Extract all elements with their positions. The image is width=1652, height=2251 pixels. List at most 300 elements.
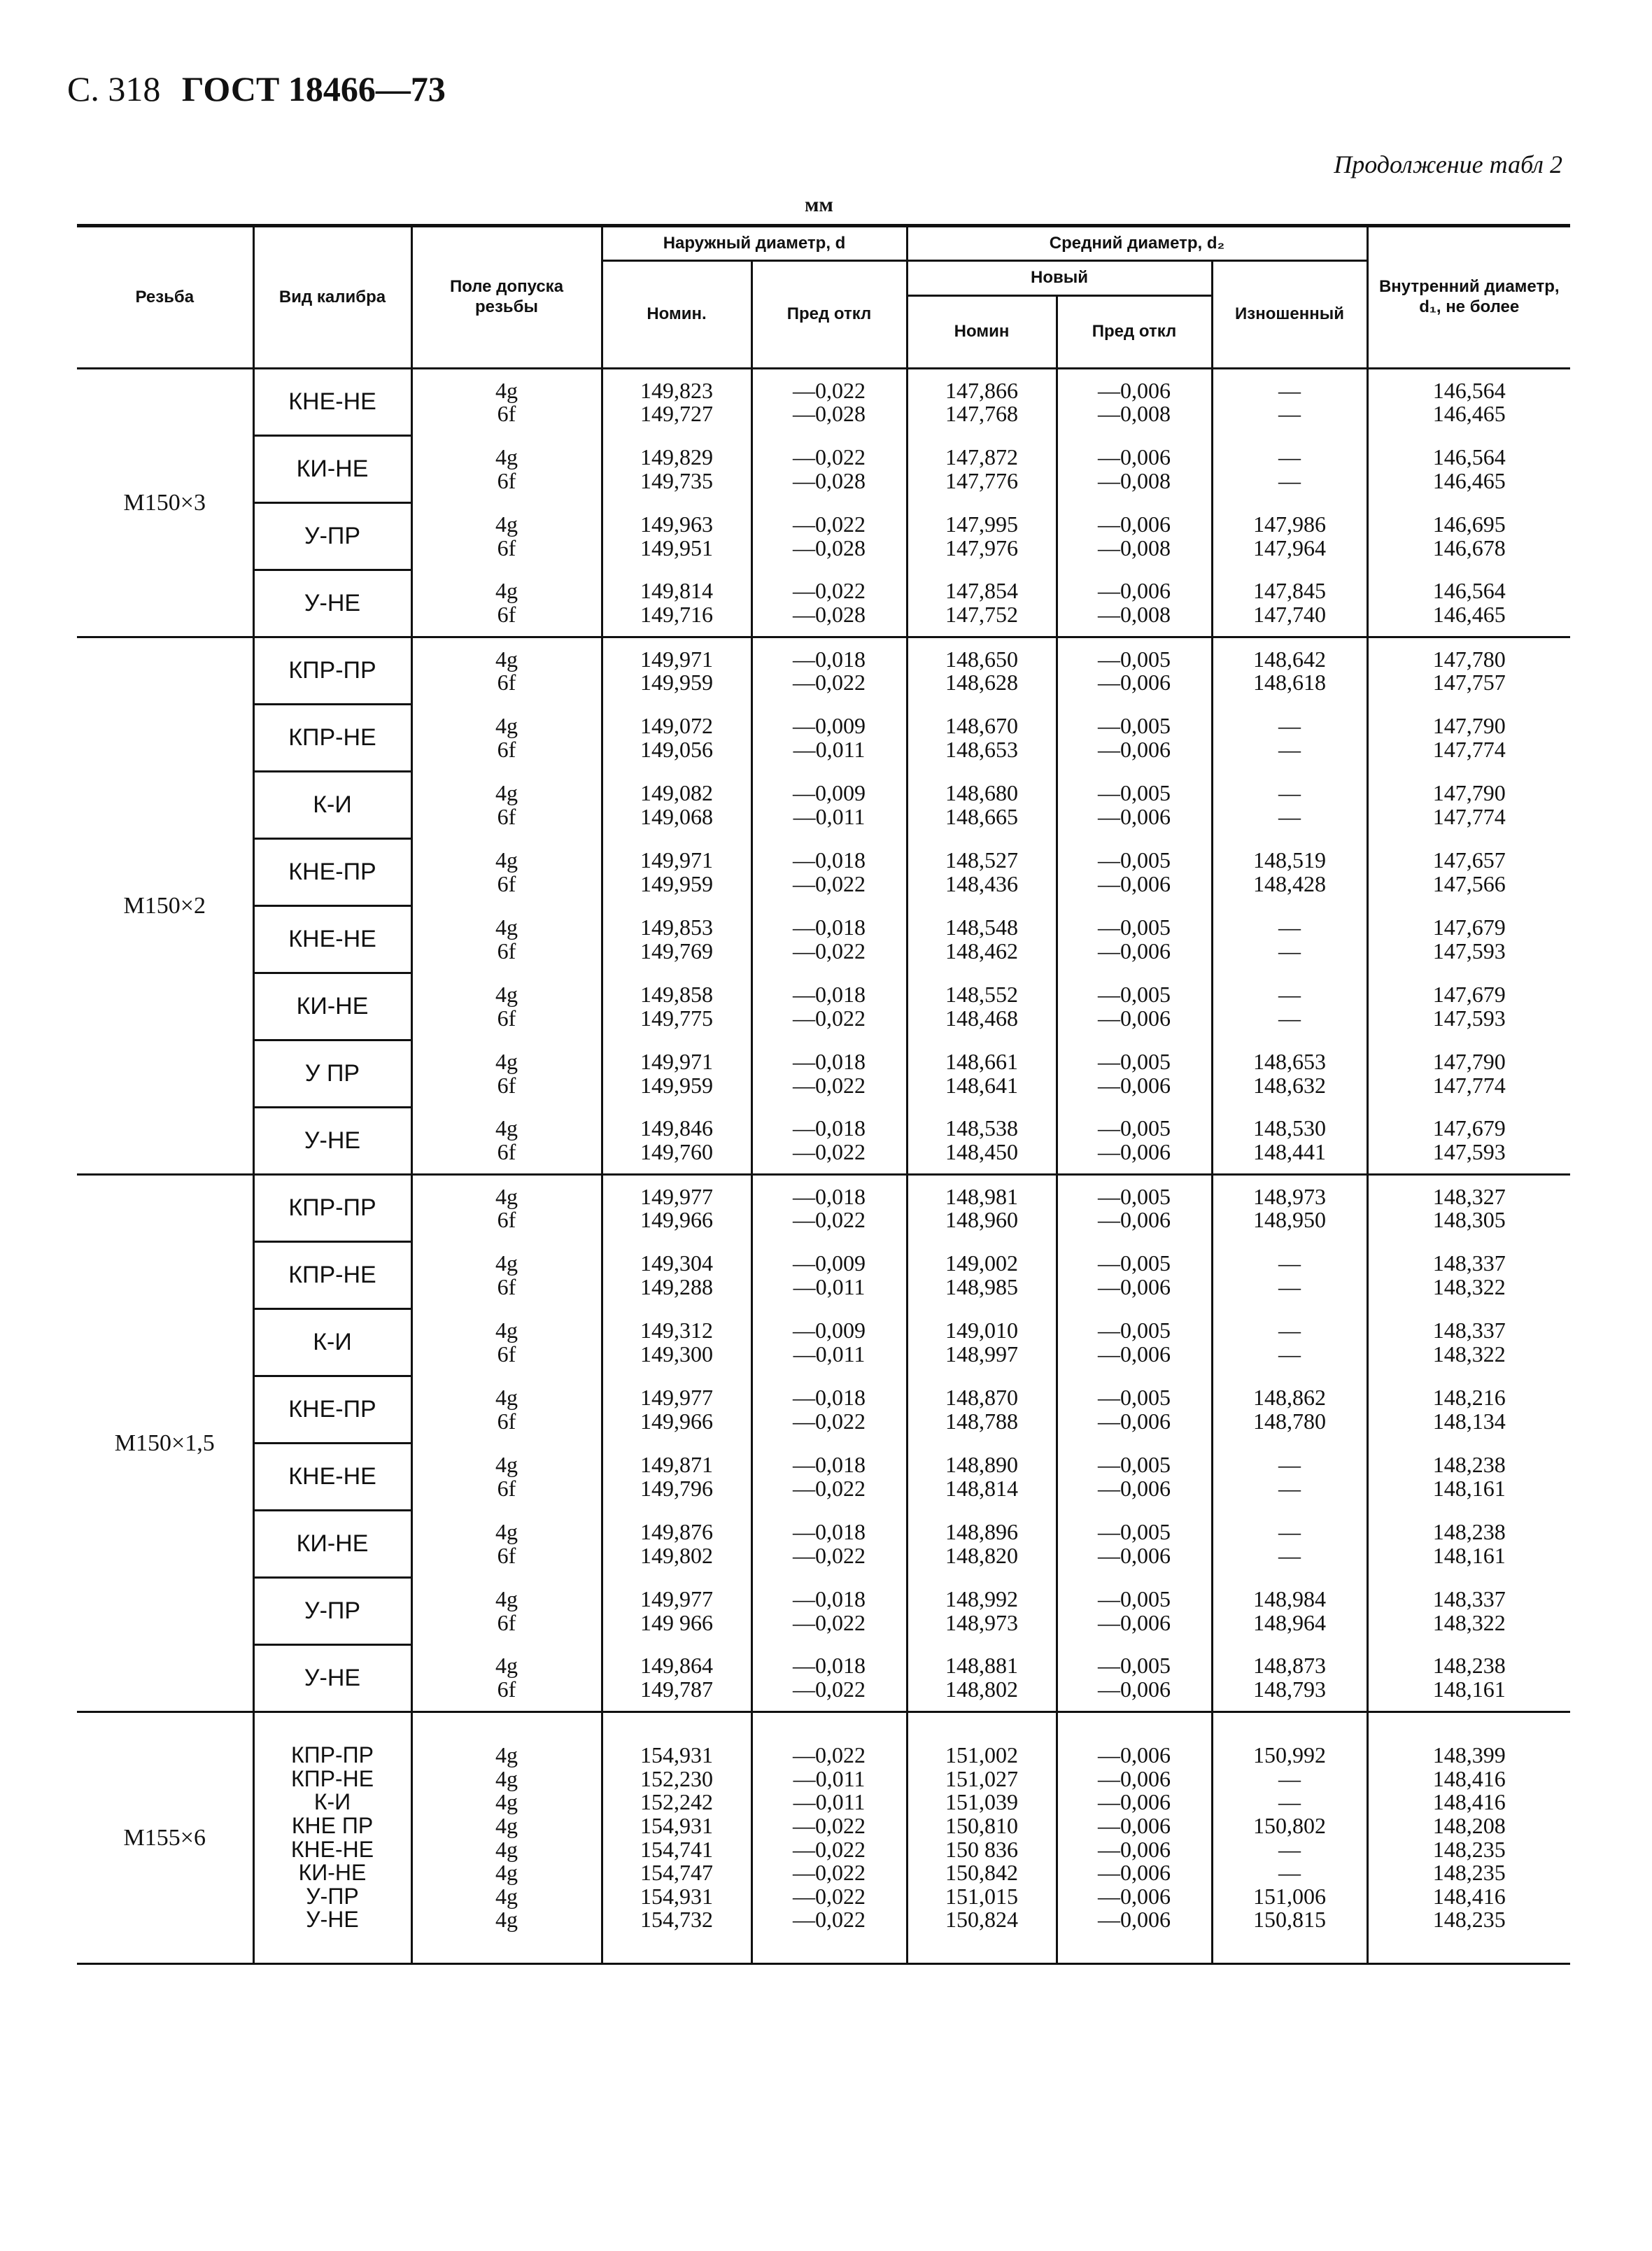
outer-diameter-nom-value: 149,971 xyxy=(640,1048,713,1074)
pitch-diameter-nom-value: 148,450 xyxy=(945,1138,1018,1164)
outer-diameter-nom-value: 154,931 xyxy=(640,1812,713,1838)
pitch-diameter-worn xyxy=(1212,1578,1367,1645)
pitch-diameter-worn-value: — xyxy=(1278,914,1301,940)
pitch-diameter-worn xyxy=(1212,973,1367,1040)
pitch-diameter-worn-value: — xyxy=(1278,1341,1301,1367)
pitch-diameter-dev xyxy=(1057,1108,1212,1175)
pitch-diameter-nom-value: 148,802 xyxy=(945,1676,1018,1702)
col-gauge: Вид калибра xyxy=(253,226,411,369)
inner-diameter-value: 146,465 xyxy=(1432,467,1506,493)
pitch-diameter-dev-value: —0,005 xyxy=(1098,1653,1171,1679)
outer-diameter-nom xyxy=(602,570,751,637)
col-thread: Резьба xyxy=(77,226,253,369)
pitch-diameter-nom-value: 150,842 xyxy=(945,1860,1018,1886)
outer-diameter-nom-value: 149,971 xyxy=(640,646,713,672)
pitch-diameter-dev-value: —0,008 xyxy=(1098,467,1171,493)
outer-diameter-dev-value: —0,018 xyxy=(793,1586,866,1611)
outer-diameter-nom-value: 149,846 xyxy=(640,1115,713,1141)
pitch-diameter-nom-value: 151,027 xyxy=(945,1765,1018,1791)
col-inner-diameter: Внутренний диаметр, d₁, не более xyxy=(1367,226,1570,369)
outer-diameter-nom-value: 149,971 xyxy=(640,847,713,873)
outer-diameter-dev-value: —0,018 xyxy=(793,1384,866,1410)
outer-diameter-nom xyxy=(602,1108,751,1175)
pitch-diameter-worn xyxy=(1212,1242,1367,1309)
outer-diameter-dev-value: —0,018 xyxy=(793,981,866,1007)
pitch-diameter-dev-value: —0,006 xyxy=(1098,1812,1171,1838)
pitch-diameter-dev-value: —0,008 xyxy=(1098,401,1171,427)
outer-diameter-nom-value: 149,871 xyxy=(640,1451,713,1477)
pitch-diameter-worn xyxy=(1212,839,1367,906)
outer-diameter-dev-value: —0,022 xyxy=(793,670,866,696)
outer-diameter-nom xyxy=(602,1309,751,1376)
outer-diameter-nom-value: 149,858 xyxy=(640,981,713,1007)
gauge-type: У ПР xyxy=(253,1040,411,1108)
tolerance-field-value: 4g xyxy=(495,1812,518,1838)
inner-diameter-value: 147,657 xyxy=(1432,847,1506,873)
outer-diameter-dev-value: —0,022 xyxy=(793,578,866,604)
gauge-type-value: У-НЕ xyxy=(306,1907,359,1933)
outer-diameter-nom xyxy=(602,772,751,839)
outer-diameter-nom-value: 149,735 xyxy=(640,467,713,493)
pitch-diameter-dev-value: —0,005 xyxy=(1098,712,1171,738)
inner-diameter-value: 146,564 xyxy=(1432,377,1506,403)
pitch-diameter-nom xyxy=(907,436,1057,503)
inner-diameter-value: 148,238 xyxy=(1432,1653,1506,1679)
pitch-diameter-dev-value: —0,005 xyxy=(1098,1250,1171,1276)
tolerance-field xyxy=(411,1578,602,1645)
gauge-type-value: КПР-НЕ xyxy=(290,1765,374,1791)
pitch-diameter-worn xyxy=(1212,906,1367,973)
col-outer-nom: Номин. xyxy=(602,261,751,369)
pitch-diameter-nom-value: 148,881 xyxy=(945,1653,1018,1679)
pitch-diameter-nom-value: 151,002 xyxy=(945,1742,1018,1768)
pitch-diameter-dev xyxy=(1057,839,1212,906)
tolerance-field-value: 6f xyxy=(497,1138,516,1164)
tolerance-field-value: 4g xyxy=(495,444,518,470)
tolerance-field-value: 4g xyxy=(495,1860,518,1886)
pitch-diameter-worn-value: 150,815 xyxy=(1253,1907,1326,1933)
tolerance-field-value: 6f xyxy=(497,1408,516,1434)
tolerance-field xyxy=(411,1108,602,1175)
pitch-diameter-worn-value: 148,642 xyxy=(1253,646,1326,672)
inner-diameter-value: 147,593 xyxy=(1432,938,1506,964)
outer-diameter-nom-value: 149,959 xyxy=(640,870,713,896)
table-row xyxy=(77,436,1570,503)
outer-diameter-dev-value: —0,018 xyxy=(793,914,866,940)
outer-diameter-nom-value: 149,300 xyxy=(640,1341,713,1367)
pitch-diameter-dev-value: —0,006 xyxy=(1098,578,1171,604)
pitch-diameter-dev-value: —0,006 xyxy=(1098,1676,1171,1702)
outer-diameter-nom-value: 149,966 xyxy=(640,1207,713,1233)
pitch-diameter-nom-value: 147,866 xyxy=(945,377,1018,403)
gauge-type: КПР-НЕ xyxy=(253,705,411,772)
outer-diameter-dev-value: —0,028 xyxy=(793,401,866,427)
pitch-diameter-dev-value: —0,006 xyxy=(1098,1860,1171,1886)
outer-diameter-nom-value: 154,741 xyxy=(640,1836,713,1862)
pitch-diameter-worn-value: — xyxy=(1278,1005,1301,1031)
pitch-diameter-nom xyxy=(907,705,1057,772)
page-number: С. 318 xyxy=(67,69,161,108)
outer-diameter-nom xyxy=(602,1242,751,1309)
inner-diameter-value: 148,337 xyxy=(1432,1317,1506,1343)
pitch-diameter-worn xyxy=(1212,1511,1367,1578)
pitch-diameter-nom-value: 148,814 xyxy=(945,1475,1018,1501)
tolerance-field-value: 4g xyxy=(495,1451,518,1477)
outer-diameter-dev-value: —0,022 xyxy=(793,1408,866,1434)
outer-diameter-nom-value: 149,288 xyxy=(640,1273,713,1299)
inner-diameter xyxy=(1367,570,1570,637)
pitch-diameter-nom xyxy=(907,1444,1057,1511)
pitch-diameter-dev-value: —0,005 xyxy=(1098,646,1171,672)
outer-diameter-dev-value: —0,028 xyxy=(793,535,866,560)
tolerance-field-value: 6f xyxy=(497,467,516,493)
pitch-diameter-worn xyxy=(1212,570,1367,637)
inner-diameter-value: 148,322 xyxy=(1432,1341,1506,1367)
pitch-diameter-nom xyxy=(907,1108,1057,1175)
gauge-type: КИ-НЕ xyxy=(253,436,411,503)
pitch-diameter-worn-value: 147,845 xyxy=(1253,578,1326,604)
tolerance-field xyxy=(411,1712,602,1964)
pitch-diameter-dev xyxy=(1057,1712,1212,1964)
inner-diameter-value: 146,465 xyxy=(1432,401,1506,427)
pitch-diameter-nom xyxy=(907,503,1057,570)
table-row xyxy=(77,503,1570,570)
outer-diameter-dev xyxy=(751,1040,907,1108)
inner-diameter xyxy=(1367,369,1570,436)
gauge-type: КНЕ-ПР xyxy=(253,1376,411,1444)
tolerance-field-value: 6f xyxy=(497,1676,516,1702)
outer-diameter-dev-value: —0,009 xyxy=(793,1250,866,1276)
tolerance-field-value: 4g xyxy=(495,1883,518,1909)
tolerance-field xyxy=(411,570,602,637)
pitch-diameter-nom-value: 148,997 xyxy=(945,1341,1018,1367)
pitch-diameter-nom-value: 151,015 xyxy=(945,1883,1018,1909)
outer-diameter-nom xyxy=(602,1444,751,1511)
inner-diameter-value: 148,238 xyxy=(1432,1451,1506,1477)
outer-diameter-nom-value: 149,977 xyxy=(640,1183,713,1209)
outer-diameter-nom-value: 149,853 xyxy=(640,914,713,940)
tolerance-field-value: 6f xyxy=(497,1475,516,1501)
outer-diameter-dev-value: —0,028 xyxy=(793,601,866,627)
outer-diameter-nom xyxy=(602,1712,751,1964)
inner-diameter-value: 148,416 xyxy=(1432,1765,1506,1791)
pitch-diameter-worn-value: — xyxy=(1278,779,1301,805)
pitch-diameter-dev xyxy=(1057,436,1212,503)
inner-diameter xyxy=(1367,1242,1570,1309)
standard-number: ГОСТ 18466—73 xyxy=(181,69,446,108)
inner-diameter-value: 146,465 xyxy=(1432,601,1506,627)
pitch-diameter-worn-value: 148,441 xyxy=(1253,1138,1326,1164)
thread-designation: М150×1,5 xyxy=(77,1175,253,1712)
gauge-type: У-НЕ xyxy=(253,1645,411,1712)
pitch-diameter-worn-value: 147,964 xyxy=(1253,535,1326,560)
outer-diameter-dev-value: —0,022 xyxy=(793,377,866,403)
pitch-diameter-dev-value: —0,005 xyxy=(1098,981,1171,1007)
pitch-diameter-worn xyxy=(1212,1376,1367,1444)
outer-diameter-dev-value: —0,018 xyxy=(793,847,866,873)
col-outer-diameter: Наружный диаметр, d xyxy=(602,226,907,261)
outer-diameter-dev xyxy=(751,1242,907,1309)
tolerance-field xyxy=(411,973,602,1040)
inner-diameter xyxy=(1367,772,1570,839)
pitch-diameter-nom xyxy=(907,1712,1057,1964)
tolerance-field xyxy=(411,906,602,973)
pitch-diameter-dev-value: —0,005 xyxy=(1098,914,1171,940)
pitch-diameter-nom-value: 148,788 xyxy=(945,1408,1018,1434)
gauge-type: КИ-НЕ xyxy=(253,1511,411,1578)
pitch-diameter-worn-value: — xyxy=(1278,444,1301,470)
tolerance-field-value: 4g xyxy=(495,1384,518,1410)
inner-diameter-value: 147,774 xyxy=(1432,803,1506,829)
outer-diameter-dev-value: —0,011 xyxy=(793,1273,866,1299)
inner-diameter xyxy=(1367,1309,1570,1376)
page-header xyxy=(67,69,446,109)
pitch-diameter-worn-value: 148,862 xyxy=(1253,1384,1326,1410)
tolerance-field xyxy=(411,839,602,906)
outer-diameter-dev-value: —0,022 xyxy=(793,444,866,470)
table-row xyxy=(77,705,1570,772)
pitch-diameter-worn-value: — xyxy=(1278,467,1301,493)
pitch-diameter-dev xyxy=(1057,1511,1212,1578)
pitch-diameter-nom-value: 148,650 xyxy=(945,646,1018,672)
inner-diameter xyxy=(1367,1108,1570,1175)
inner-diameter-value: 146,695 xyxy=(1432,511,1506,537)
tolerance-field-value: 6f xyxy=(497,401,516,427)
inner-diameter-value: 147,790 xyxy=(1432,1048,1506,1074)
pitch-diameter-dev-value: —0,006 xyxy=(1098,1408,1171,1434)
tolerance-field xyxy=(411,436,602,503)
tolerance-field-value: 4g xyxy=(495,377,518,403)
pitch-diameter-nom xyxy=(907,973,1057,1040)
outer-diameter-dev-value: —0,022 xyxy=(793,1072,866,1098)
inner-diameter-value: 148,337 xyxy=(1432,1250,1506,1276)
outer-diameter-nom-value: 149,312 xyxy=(640,1317,713,1343)
tolerance-field-value: 4g xyxy=(495,1048,518,1074)
gauge-type: КНЕ-НЕ xyxy=(253,369,411,436)
outer-diameter-nom-value: 149,727 xyxy=(640,401,713,427)
outer-diameter-dev-value: —0,022 xyxy=(793,511,866,537)
pitch-diameter-nom xyxy=(907,1242,1057,1309)
tolerance-field-value: 4g xyxy=(495,1250,518,1276)
pitch-diameter-worn-value: 148,873 xyxy=(1253,1653,1326,1679)
tolerance-field-value: 4g xyxy=(495,914,518,940)
pitch-diameter-dev-value: —0,006 xyxy=(1098,511,1171,537)
inner-diameter-value: 147,593 xyxy=(1432,1005,1506,1031)
inner-diameter-value: 147,679 xyxy=(1432,981,1506,1007)
outer-diameter-dev-value: —0,022 xyxy=(793,938,866,964)
pitch-diameter-worn-value: — xyxy=(1278,1273,1301,1299)
inner-diameter xyxy=(1367,1511,1570,1578)
outer-diameter-dev-value: —0,011 xyxy=(793,803,866,829)
table-row xyxy=(77,1376,1570,1444)
gauge-type: У-ПР xyxy=(253,503,411,570)
pitch-diameter-dev-value: —0,005 xyxy=(1098,1384,1171,1410)
table-row xyxy=(77,1108,1570,1175)
pitch-diameter-dev xyxy=(1057,772,1212,839)
outer-diameter-dev-value: —0,018 xyxy=(793,1653,866,1679)
outer-diameter-dev-value: —0,018 xyxy=(793,1048,866,1074)
tolerance-field-value: 6f xyxy=(497,1542,516,1568)
table-row xyxy=(77,369,1570,436)
pitch-diameter-nom-value: 148,468 xyxy=(945,1005,1018,1031)
inner-diameter-value: 148,216 xyxy=(1432,1384,1506,1410)
tolerance-field xyxy=(411,503,602,570)
pitch-diameter-dev xyxy=(1057,503,1212,570)
pitch-diameter-dev-value: —0,006 xyxy=(1098,1609,1171,1635)
outer-diameter-nom xyxy=(602,1511,751,1578)
outer-diameter-nom-value: 152,230 xyxy=(640,1765,713,1791)
pitch-diameter-dev-value: —0,005 xyxy=(1098,1115,1171,1141)
tolerance-field-value: 4g xyxy=(495,1907,518,1933)
inner-diameter-value: 148,322 xyxy=(1432,1273,1506,1299)
tolerance-field xyxy=(411,1040,602,1108)
outer-diameter-nom-value: 149,959 xyxy=(640,670,713,696)
pitch-diameter-nom-value: 147,976 xyxy=(945,535,1018,560)
gauge-type: У-НЕ xyxy=(253,1108,411,1175)
inner-diameter-value: 148,337 xyxy=(1432,1586,1506,1611)
pitch-diameter-nom-value: 148,981 xyxy=(945,1183,1018,1209)
tolerance-field-value: 4g xyxy=(495,1765,518,1791)
gauge-type: У-НЕ xyxy=(253,570,411,637)
outer-diameter-dev-value: —0,009 xyxy=(793,1317,866,1343)
inner-diameter xyxy=(1367,705,1570,772)
pitch-diameter-dev-value: —0,006 xyxy=(1098,1836,1171,1862)
table-row xyxy=(77,973,1570,1040)
inner-diameter xyxy=(1367,1040,1570,1108)
pitch-diameter-nom xyxy=(907,369,1057,436)
pitch-diameter-worn xyxy=(1212,705,1367,772)
tolerance-field-value: 4g xyxy=(495,1653,518,1679)
pitch-diameter-nom xyxy=(907,1645,1057,1712)
pitch-diameter-worn-value: 148,984 xyxy=(1253,1586,1326,1611)
tolerance-field-value: 6f xyxy=(497,803,516,829)
pitch-diameter-nom-value: 148,985 xyxy=(945,1273,1018,1299)
outer-diameter-dev xyxy=(751,1712,907,1964)
outer-diameter-nom-value: 149,829 xyxy=(640,444,713,470)
pitch-diameter-nom-value: 148,890 xyxy=(945,1451,1018,1477)
tolerance-field-value: 4g xyxy=(495,1183,518,1209)
outer-diameter-nom xyxy=(602,1645,751,1712)
outer-diameter-nom-value: 154,931 xyxy=(640,1742,713,1768)
gauge-type: КНЕ-НЕ xyxy=(253,1444,411,1511)
pitch-diameter-dev xyxy=(1057,570,1212,637)
tolerance-field-value: 6f xyxy=(497,1072,516,1098)
outer-diameter-dev xyxy=(751,369,907,436)
outer-diameter-dev-value: —0,022 xyxy=(793,1676,866,1702)
pitch-diameter-nom-value: 147,768 xyxy=(945,401,1018,427)
outer-diameter-nom-value: 149,951 xyxy=(640,535,713,560)
outer-diameter-dev-value: —0,022 xyxy=(793,1836,866,1862)
table-continuation: Продолжение табл 2 xyxy=(1334,150,1562,178)
pitch-diameter-worn xyxy=(1212,1309,1367,1376)
pitch-diameter-worn-value: 148,632 xyxy=(1253,1072,1326,1098)
col-tolerance: Поле допуска резьбы xyxy=(411,226,602,369)
table-row xyxy=(77,1242,1570,1309)
table-row xyxy=(77,570,1570,637)
pitch-diameter-dev-value: —0,006 xyxy=(1098,377,1171,403)
inner-diameter xyxy=(1367,1645,1570,1712)
pitch-diameter-worn-value: 150,992 xyxy=(1253,1742,1326,1768)
inner-diameter-value: 148,161 xyxy=(1432,1542,1506,1568)
pitch-diameter-nom-value: 148,973 xyxy=(945,1609,1018,1635)
inner-diameter-value: 148,235 xyxy=(1432,1907,1506,1933)
inner-diameter-value: 147,790 xyxy=(1432,712,1506,738)
pitch-diameter-dev-value: —0,008 xyxy=(1098,535,1171,560)
outer-diameter-dev-value: —0,022 xyxy=(793,1907,866,1933)
outer-diameter-nom xyxy=(602,1578,751,1645)
pitch-diameter-nom-value: 149,010 xyxy=(945,1317,1018,1343)
pitch-diameter-worn-value: 148,618 xyxy=(1253,670,1326,696)
pitch-diameter-nom-value: 147,776 xyxy=(945,467,1018,493)
tolerance-field-value: 4g xyxy=(495,1836,518,1862)
pitch-diameter-worn-value: — xyxy=(1278,1451,1301,1477)
col-pitch-nom: Номин xyxy=(907,296,1057,369)
pitch-diameter-worn-value: 148,973 xyxy=(1253,1183,1326,1209)
pitch-diameter-dev-value: —0,006 xyxy=(1098,444,1171,470)
inner-diameter-value: 146,678 xyxy=(1432,535,1506,560)
outer-diameter-dev-value: —0,009 xyxy=(793,779,866,805)
pitch-diameter-worn-value: — xyxy=(1278,803,1301,829)
inner-diameter-value: 147,774 xyxy=(1432,1072,1506,1098)
pitch-diameter-nom xyxy=(907,906,1057,973)
inner-diameter-value: 147,780 xyxy=(1432,646,1506,672)
tolerance-field-value: 6f xyxy=(497,670,516,696)
pitch-diameter-worn xyxy=(1212,1175,1367,1242)
tolerance-field xyxy=(411,369,602,436)
inner-diameter-value: 147,679 xyxy=(1432,1115,1506,1141)
pitch-diameter-nom xyxy=(907,1578,1057,1645)
pitch-diameter-dev-value: —0,008 xyxy=(1098,601,1171,627)
tolerance-field-value: 4g xyxy=(495,981,518,1007)
pitch-diameter-dev xyxy=(1057,1040,1212,1108)
pitch-diameter-nom-value: 148,670 xyxy=(945,712,1018,738)
tolerance-field xyxy=(411,1309,602,1376)
col-pitch-diameter: Средний диаметр, d₂ xyxy=(907,226,1367,261)
table-row xyxy=(77,839,1570,906)
outer-diameter-nom-value: 149,963 xyxy=(640,511,713,537)
pitch-diameter-nom-value: 148,548 xyxy=(945,914,1018,940)
pitch-diameter-nom xyxy=(907,772,1057,839)
pitch-diameter-nom-value: 150 836 xyxy=(945,1836,1018,1862)
pitch-diameter-worn-value: 150,802 xyxy=(1253,1812,1326,1838)
pitch-diameter-nom-value: 148,552 xyxy=(945,981,1018,1007)
pitch-diameter-worn xyxy=(1212,1040,1367,1108)
gauge-type: КНЕ-ПР xyxy=(253,839,411,906)
pitch-diameter-dev-value: —0,006 xyxy=(1098,1207,1171,1233)
gauge-type-value: КНЕ ПР xyxy=(291,1812,374,1838)
pitch-diameter-dev xyxy=(1057,705,1212,772)
pitch-diameter-worn-value: — xyxy=(1278,1765,1301,1791)
inner-diameter-value: 148,235 xyxy=(1432,1860,1506,1886)
pitch-diameter-nom-value: 148,680 xyxy=(945,779,1018,805)
pitch-diameter-nom-value: 148,653 xyxy=(945,736,1018,762)
inner-diameter-value: 147,593 xyxy=(1432,1138,1506,1164)
outer-diameter-dev xyxy=(751,705,907,772)
outer-diameter-dev xyxy=(751,1175,907,1242)
pitch-diameter-nom-value: 147,752 xyxy=(945,601,1018,627)
pitch-diameter-dev-value: —0,006 xyxy=(1098,1273,1171,1299)
outer-diameter-dev-value: —0,018 xyxy=(793,1115,866,1141)
tolerance-field xyxy=(411,637,602,705)
pitch-diameter-worn-value: 151,006 xyxy=(1253,1883,1326,1909)
gauge-type: КНЕ-НЕ xyxy=(253,906,411,973)
table-row xyxy=(77,1309,1570,1376)
outer-diameter-dev-value: —0,022 xyxy=(793,1609,866,1635)
gauge-type-value: КИ-НЕ xyxy=(298,1860,367,1886)
tolerance-field xyxy=(411,1511,602,1578)
pitch-diameter-worn-value: — xyxy=(1278,1789,1301,1815)
inner-diameter-value: 148,161 xyxy=(1432,1475,1506,1501)
